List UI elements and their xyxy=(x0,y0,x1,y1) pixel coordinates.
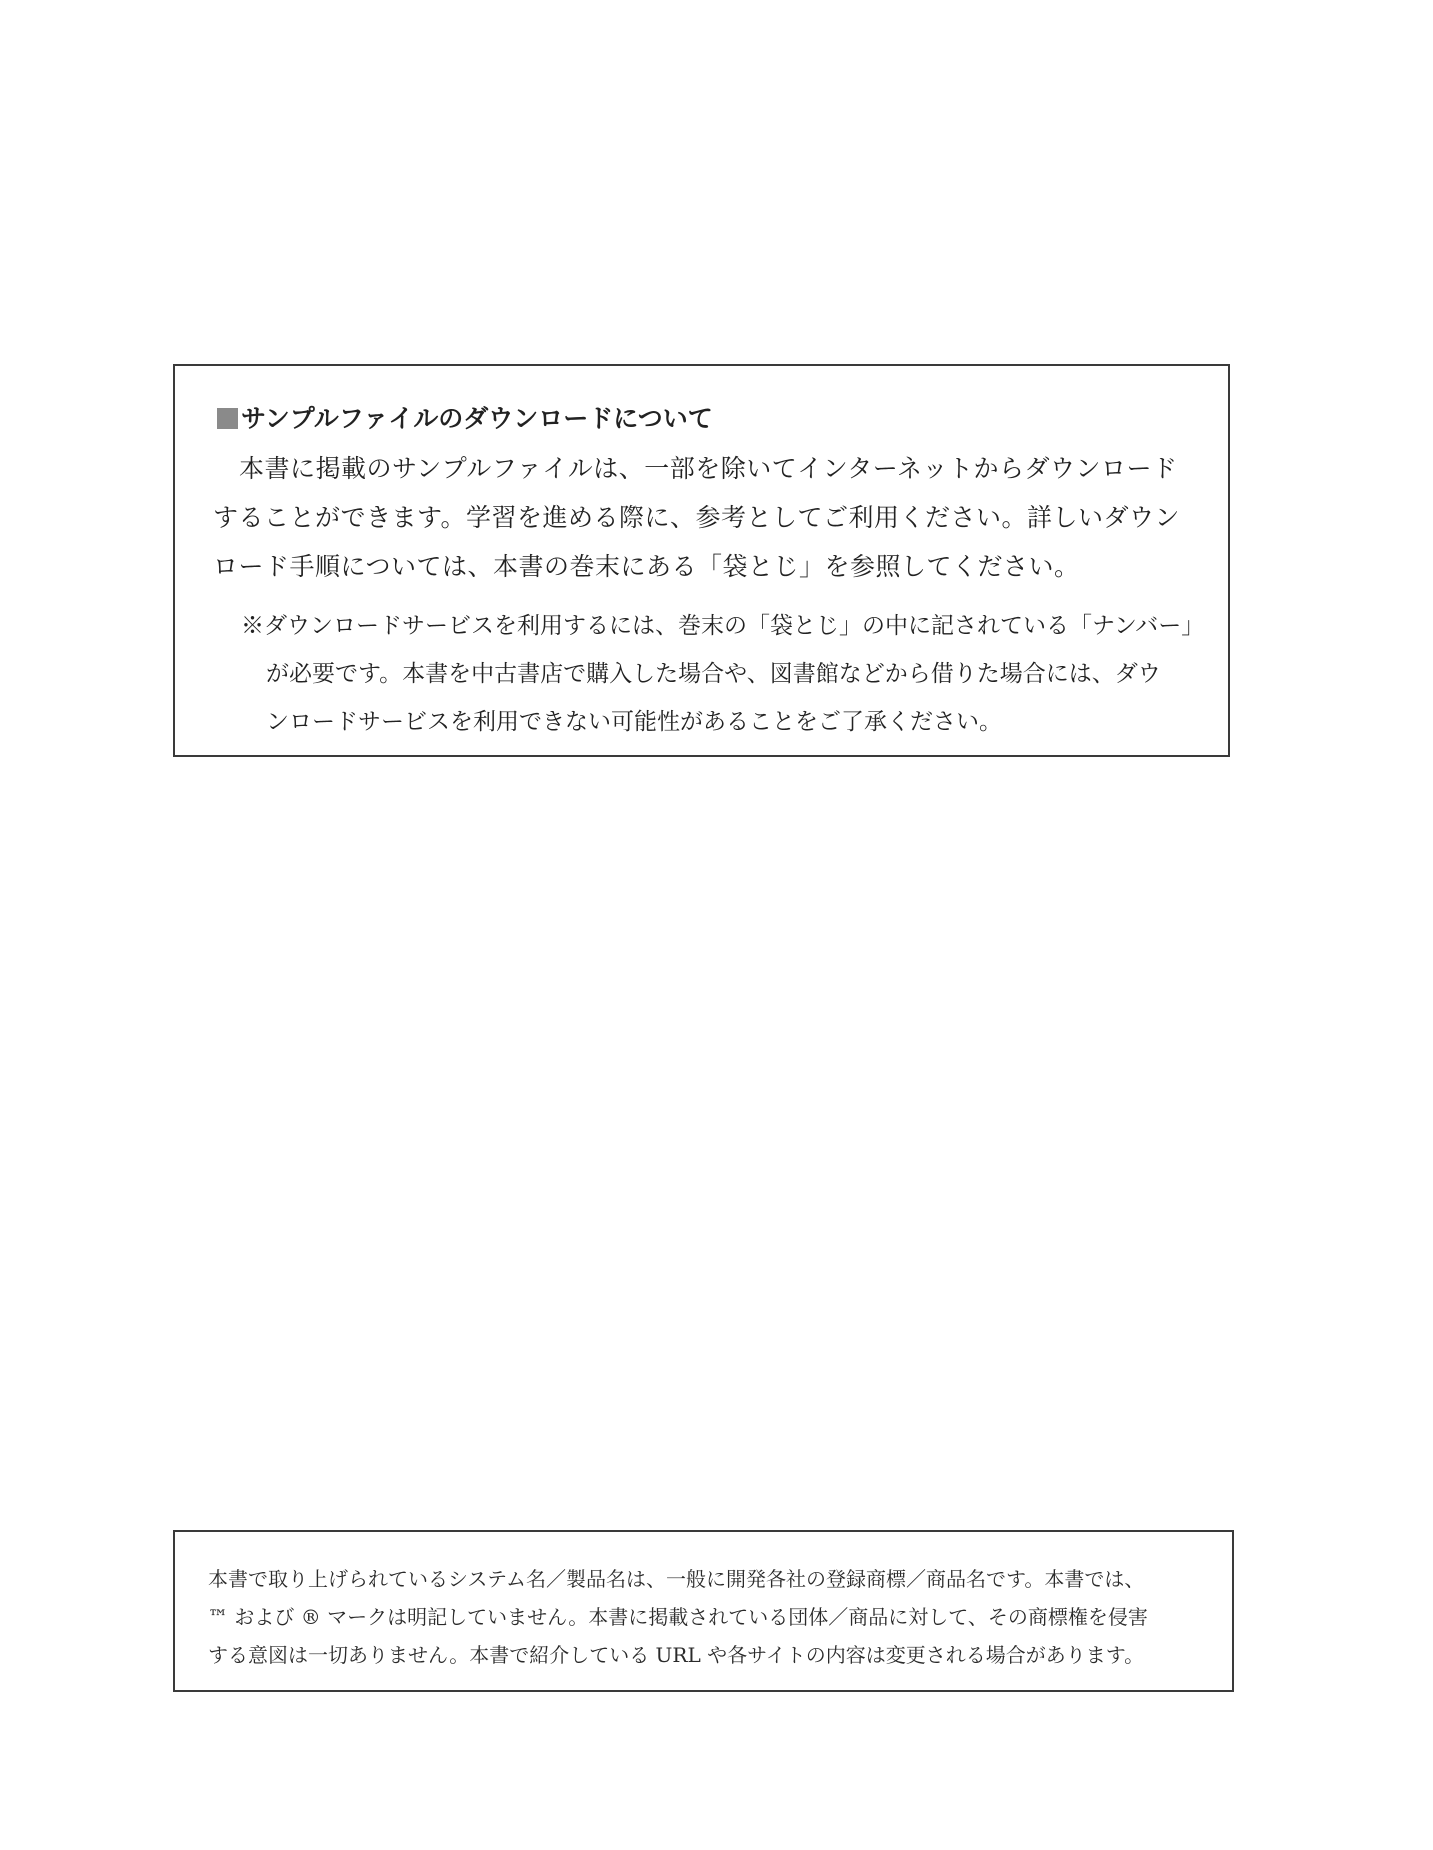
note-line: ンロードサービスを利用できない可能性があることをご了承ください。 xyxy=(266,709,1002,735)
trademark-line: 本書で取り上げられているシステム名／製品名は、一般に開発各社の登録商標／商品名です。本書では、 xyxy=(208,1567,1145,1591)
download-heading-text: サンプルファイルのダウンロードについて xyxy=(241,404,713,433)
paragraph-line: することができます。学習を進める際に、参考としてご利用ください。詳しいダウン xyxy=(213,503,1181,532)
download-heading xyxy=(217,402,713,436)
download-paragraph xyxy=(213,444,1198,591)
trademark-notice-text xyxy=(208,1560,1208,1674)
trademark-line: ™ および ® マークは明記していません。本書に掲載されている団体／商品に対して、その商標権を侵害 xyxy=(208,1605,1148,1629)
note-line: ※ダウンロードサービスを利用するには、巻末の「袋とじ」の中に記されている「ナンバー」 xyxy=(241,613,1205,639)
paragraph-line: 本書に掲載のサンプルファイルは、一部を除いてインターネットからダウンロード xyxy=(239,454,1178,483)
paragraph-line: ロード手順については、本書の巻末にある「袋とじ」を参照してください。 xyxy=(213,552,1080,581)
trademark-notice-box xyxy=(173,1530,1234,1692)
note-line: が必要です。本書を中古書店で購入した場合や、図書館などから借りた場合には、ダウ xyxy=(266,661,1161,687)
trademark-line: する意図は一切ありません。本書で紹介している URL や各サイトの内容は変更される場合があります。 xyxy=(208,1643,1145,1667)
download-info-box xyxy=(173,364,1230,757)
square-bullet-icon xyxy=(217,408,238,429)
download-note xyxy=(241,602,1211,746)
